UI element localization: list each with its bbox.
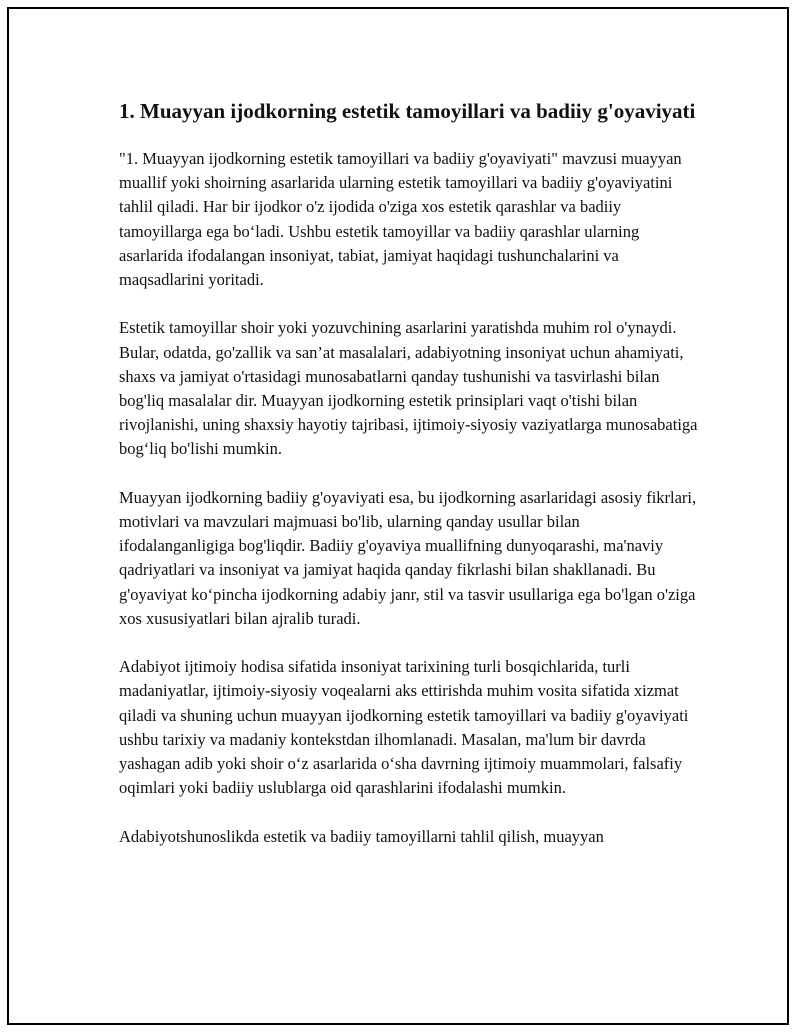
paragraph-5: Adabiyotshunoslikda estetik va badiiy tamoyillarni tahlil qilish, muayyan [119,826,604,846]
document-body [119,97,699,873]
paragraph-4: Adabiyot ijtimoiy hodisa sifatida insoniyat tarixining turli bosqichlarida, turli madaniyatlar, ijtimoiy-siyosiy voqealarni aks ettirishda muhim vosita sifatida xizmat qiladi va shuning uchun muayyan ijodkorning estetik tamoyillari va badiiy g'oyaviyati ushbu tarixiy va madaniy kontekstdan ilhomlanadi. Masalan, ma'lum bir davrda yashagan adib yoki shoir o‘z asarlarida o‘sha davrning ijtimoiy muammolari, falsafiy oqimlari yoki badiiy uslublarga oid qarashlarini ifodalashi mumkin. [119,657,689,798]
document-title: 1. Muayyan ijodkorning estetik tamoyillari va badiiy g'oyaviyati [119,99,696,123]
paragraph-1: "1. Muayyan ijodkorning estetik tamoyillari va badiiy g'oyaviyati" mavzusi muayyan muallif yoki shoirning asarlarida ularning estetik tamoyillari va badiiy g'oyaviyatini tahlil qiladi. Har bir ijodkor o'z ijodida o'ziga xos estetik qarashlar va badiiy tamoyillarga ega bo‘ladi. Ushbu estetik tamoyillar va badiiy qarashlar ularning asarlarida ifodalangan insoniyat, tabiat, jamiyat haqidagi tushunchalarini va maqsadlarini yoritadi. [119,149,682,290]
paragraph-3: Muayyan ijodkorning badiiy g'oyaviyati esa, bu ijodkorning asarlaridagi asosiy fikrlari, motivlari va mavzulari majmuasi bo'lib, ularning qanday usullar bilan ifodalanganligiga bog'liqdir. Badiiy g'oyaviya muallifning dunyoqarashi, ma'naviy qadriyatlari va insoniyat va jamiyat haqida qanday fikrlashi bilan shakllanadi. Bu g'oyaviyat ko‘pincha ijodkorning adabiy janr, stil va tasvir usullariga ega bo'lgan o'ziga xos xususiyatlari bilan ajralib turadi. [119,487,697,628]
page-frame [7,7,789,1025]
paragraph-2: Estetik tamoyillar shoir yoki yozuvchining asarlarini yaratishda muhim rol o'ynaydi. Bular, odatda, go'zallik va san’at masalalari, adabiyotning insoniyat uchun ahamiyati, shaxs va jamiyat o'rtasidagi munosabatlarni qanday tushunishi va tasvirlashi bilan bog'liq masalalar dir. Muayyan ijodkorning estetik prinsiplari vaqt o'tishi bilan rivojlanishi, uning shaxsiy hayotiy tajribasi, ijtimoiy-siyosiy vaziyatlarga munosabatiga bog‘liq bo'lishi mumkin. [119,318,698,459]
